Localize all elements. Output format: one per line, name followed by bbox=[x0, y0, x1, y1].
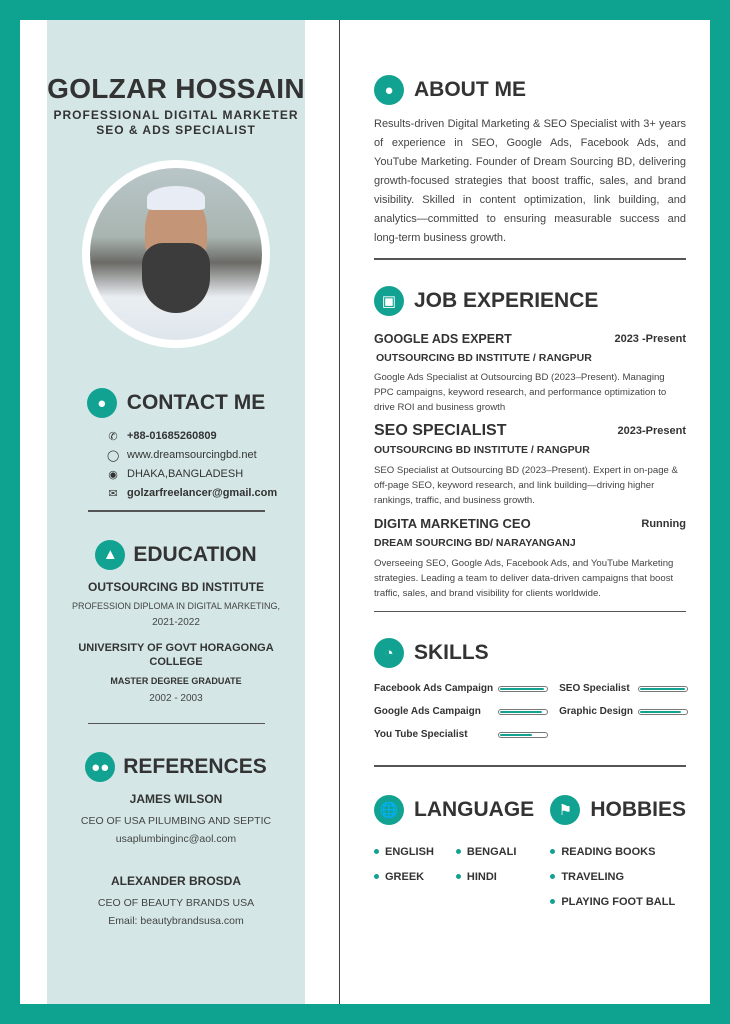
skill-bar bbox=[638, 709, 688, 715]
language-heading: 🌐 LANGUAGE bbox=[374, 795, 550, 825]
language-item: ENGLISH bbox=[374, 845, 434, 859]
language-item: BENGALI bbox=[456, 845, 517, 859]
job-item: DIGITA MARKETING CEO Running DREAM SOURCING BD/ NARAYANGANJ Overseeing SEO, Google Ads, Facebook Ads, and YouTube Marketing strategies. Leading a team to deliver data-driven campaigns that boost traffic, sales, and brand visibility for clients worldwide. bbox=[374, 515, 686, 599]
skill-name: Facebook Ads Campaign bbox=[374, 683, 494, 694]
divider bbox=[374, 765, 686, 767]
location: DHAKA,BANGLADESH bbox=[127, 468, 244, 480]
experience-heading: ▣ JOB EXPERIENCE bbox=[374, 286, 686, 316]
hobby-item: READING BOOKS bbox=[550, 845, 686, 859]
skill-bar-fill bbox=[640, 711, 681, 713]
language-section bbox=[374, 795, 550, 909]
skill-bar-fill bbox=[500, 688, 544, 690]
left-column bbox=[47, 72, 305, 928]
skill-bar-fill bbox=[500, 734, 532, 736]
skills-heading: ◔ SKILLS bbox=[374, 638, 686, 668]
right-column bbox=[374, 75, 686, 909]
graduation-cap-icon: ▲ bbox=[95, 540, 125, 570]
phone: +88-01685260809 bbox=[127, 430, 217, 442]
divider bbox=[374, 258, 686, 260]
skill-name: Google Ads Campaign bbox=[374, 706, 481, 717]
skill-bar-fill bbox=[640, 688, 685, 690]
reference-item: JAMES WILSON CEO OF USA PILUMBING AND SEPTIC usaplumbinginc@aol.com bbox=[80, 792, 272, 845]
skill-bar-fill bbox=[500, 711, 541, 713]
flag-icon: ⚑ bbox=[550, 795, 580, 825]
references-heading: ●● REFERENCES bbox=[85, 752, 267, 782]
language-item: HINDI bbox=[456, 870, 517, 884]
about-heading: ● ABOUT ME bbox=[374, 75, 686, 105]
skill-bar bbox=[638, 686, 688, 692]
briefcase-icon: ▣ bbox=[374, 286, 404, 316]
skill-bar bbox=[498, 732, 548, 738]
person-name: GOLZAR HOSSAIN bbox=[47, 73, 305, 104]
user-icon: ● bbox=[87, 388, 117, 418]
education-item: UNIVERSITY OF GOVT HORAGONGA COLLEGE MASTER DEGREE GRADUATE 2002 - 2003 bbox=[78, 641, 274, 704]
education-item: OUTSOURCING BD INSTITUTE PROFESSION DIPLOMA IN DIGITAL MARKETING, 2021-2022 bbox=[71, 579, 281, 628]
skill-name: You Tube Specialist bbox=[374, 729, 468, 740]
location-pin-icon: ◉ bbox=[108, 468, 118, 481]
language-list bbox=[374, 845, 550, 884]
education-heading: ▲ EDUCATION bbox=[95, 540, 256, 570]
group-icon: ●● bbox=[85, 752, 115, 782]
profile-photo bbox=[82, 160, 270, 348]
job-subtitle: SEO & ADS SPECIALIST bbox=[96, 123, 256, 137]
globe-icon: ◯ bbox=[107, 449, 120, 462]
job-item: SEO SPECIALIST 2023-Present OUTSOURCING BD INSTITUTE / RANGPUR SEO Specialist at Outsourcing BD (2023–Present). Expert in on-page & off-page SEO, keyword research, and link building—driving higher rankings, traffic, and business growth. bbox=[374, 421, 686, 506]
hobby-list bbox=[550, 845, 686, 909]
skills-grid bbox=[374, 682, 686, 741]
website-link[interactable]: www.dreamsourcingbd.net bbox=[127, 449, 257, 461]
contact-list bbox=[107, 428, 277, 501]
mail-icon: ✉ bbox=[108, 487, 118, 500]
job-title: PROFESSIONAL DIGITAL MARKETER bbox=[53, 108, 299, 122]
skill-bar bbox=[498, 686, 548, 692]
reference-item: ALEXANDER BROSDA CEO OF BEAUTY BRANDS USA Email: beautybrandsusa.com bbox=[97, 874, 255, 927]
skill-name: SEO Specialist bbox=[559, 683, 630, 694]
hobby-item: TRAVELING bbox=[550, 870, 686, 884]
about-text: Results-driven Digital Marketing & SEO Specialist with 3+ years of experience in SEO, Google Ads, Facebook Ads, and YouTube Marketing. Founder of Dream Sourcing BD, delivering growth-focused strategies that boost traffic, sales, and brand visibility. Skilled in content optimization, link building, and analytics—committed to ensuring measurable success and long-term business growth. bbox=[374, 118, 686, 244]
hobby-item: PLAYING FOOT BALL bbox=[550, 895, 686, 909]
divider bbox=[88, 510, 265, 512]
skill-bar bbox=[498, 709, 548, 715]
contact-heading: ● CONTACT ME bbox=[87, 388, 265, 418]
language-item: GREEK bbox=[374, 870, 434, 884]
divider bbox=[374, 611, 686, 613]
language-hobbies-row bbox=[374, 795, 686, 909]
pie-chart-icon: ◔ bbox=[374, 638, 404, 668]
hobbies-section bbox=[550, 795, 686, 909]
job-item: GOOGLE ADS EXPERT 2023 -Present OUTSOURCING BD INSTITUTE / RANGPUR Google Ads Specialist at Outsourcing BD (2023–Present). Managing PPC campaigns, keyword research, and performance optimization to drive ROI and business growth bbox=[374, 331, 686, 413]
divider bbox=[88, 723, 265, 725]
skill-name: Graphic Design bbox=[559, 706, 634, 717]
hobbies-heading: ⚑ HOBBIES bbox=[550, 795, 686, 825]
divider bbox=[339, 20, 340, 1004]
person-icon: ● bbox=[374, 75, 404, 105]
email-link[interactable]: golzarfreelancer@gmail.com bbox=[127, 487, 278, 499]
phone-icon: ✆ bbox=[108, 430, 118, 443]
globe-icon: 🌐 bbox=[374, 795, 404, 825]
